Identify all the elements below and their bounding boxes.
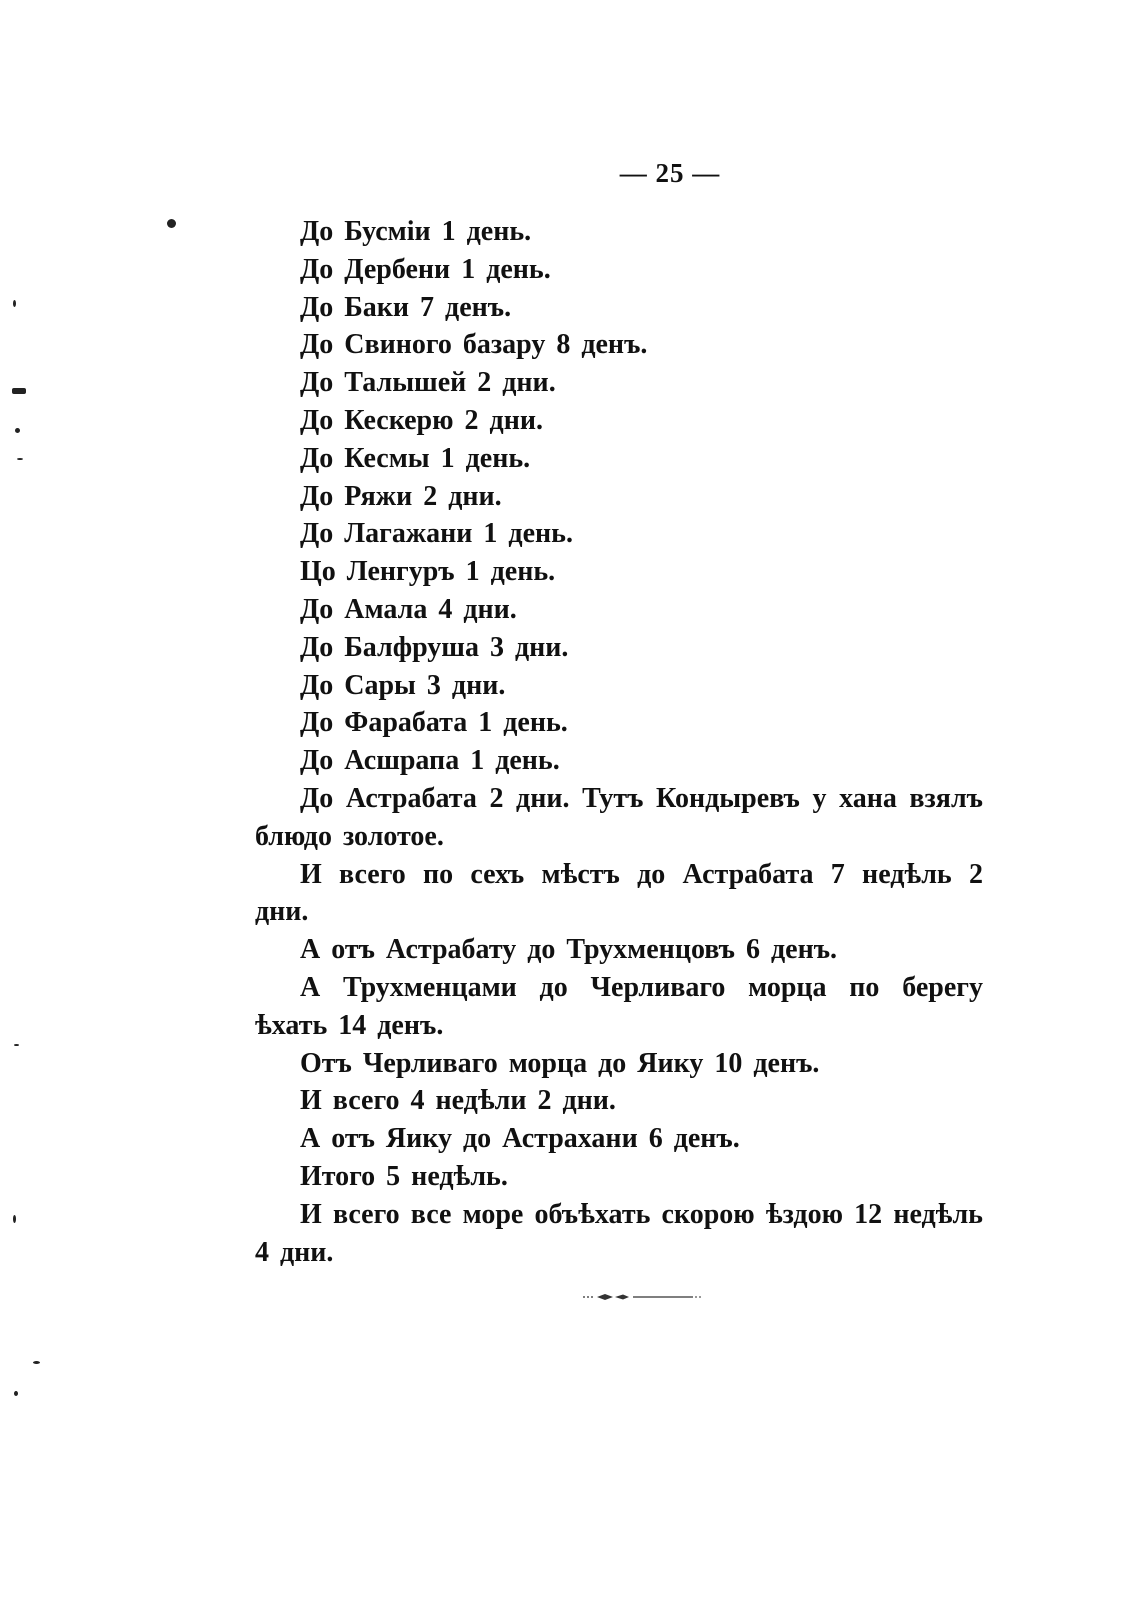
itinerary-line: До Фарабата 1 день.: [300, 707, 568, 739]
scan-speck: [15, 428, 20, 433]
itinerary-line: До Бусміи 1 день.: [300, 216, 532, 247]
scan-speck: [13, 1215, 16, 1223]
scan-speck: [17, 458, 23, 460]
itinerary-paragraph: До Астрабата 2 дни. Тутъ Кондыревъ у хана взялъ блюдо золотое.: [255, 782, 983, 852]
itinerary-paragraph: И всего все море объѣхать скорою ѣздою 12 недѣль 4 дни.: [255, 1198, 983, 1268]
itinerary-line: Цо Ленгуръ 1 день.: [300, 556, 556, 588]
itinerary-line: До Сары 3 дни.: [300, 669, 506, 701]
itinerary-text: [255, 213, 983, 1271]
itinerary-line: До Балфруша 3 дни.: [300, 631, 569, 663]
itinerary-line: А отъ Астрабату до Трухменцовъ 6 денъ.: [300, 934, 838, 966]
itinerary-line: Отъ Черливаго морца до Яику 10 денъ.: [300, 1047, 820, 1079]
scan-speck: [14, 1391, 18, 1396]
itinerary-line: И всего по сехъ мѣстъ до Астрабата 7 недѣль 2 дни.: [255, 858, 983, 928]
itinerary-line: До Ряжи 2 дни.: [300, 480, 502, 512]
itinerary-line: До Кескерю 2 дни.: [300, 404, 543, 436]
scan-speck: [13, 300, 16, 307]
scan-speck: [33, 1361, 40, 1364]
scan-speck: [14, 1044, 19, 1046]
itinerary-line: До Дербени 1 день.: [300, 253, 551, 285]
scan-speck: [12, 388, 26, 394]
scan-speck: [167, 219, 176, 228]
end-ornament: [583, 1293, 703, 1301]
itinerary-paragraph: А Трухменцами до Черливаго морца по берегу ѣхать 14 денъ.: [255, 971, 983, 1041]
itinerary-line: До Кесмы 1 день.: [300, 442, 531, 474]
itinerary-line: До Амала 4 дни.: [300, 593, 517, 625]
itinerary-line: До Лагажани 1 день.: [300, 518, 573, 550]
itinerary-line: До Баки 7 денъ.: [300, 291, 512, 323]
itinerary-line: Итого 5 недѣль.: [300, 1160, 508, 1192]
itinerary-line: До Свиного базару 8 денъ.: [300, 329, 648, 361]
itinerary-line: До Талышей 2 дни.: [300, 367, 556, 399]
itinerary-line: До Асшрапа 1 день.: [300, 745, 560, 777]
itinerary-line: А отъ Яику до Астрахани 6 денъ.: [300, 1123, 740, 1155]
page-number: — 25 —: [619, 158, 721, 188]
itinerary-line: И всего 4 недѣли 2 дни.: [300, 1085, 616, 1117]
